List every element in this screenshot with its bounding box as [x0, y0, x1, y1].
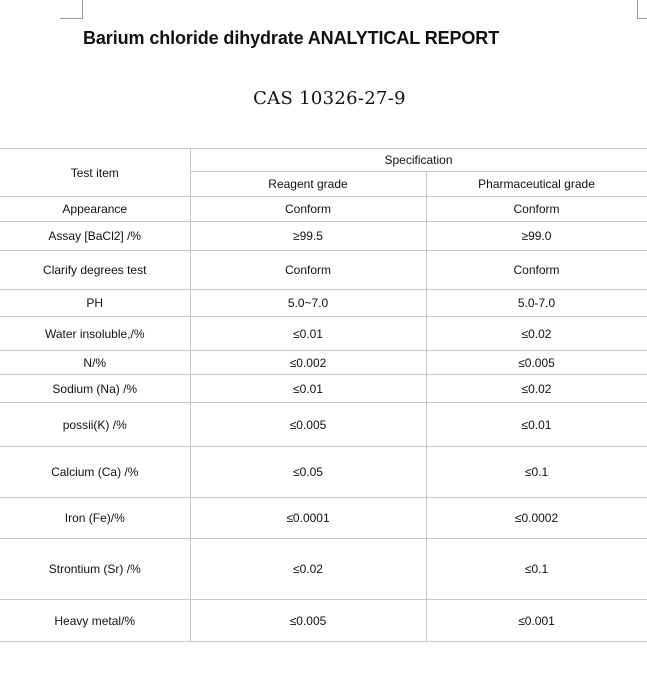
table-row [0, 447, 647, 498]
pharma-value-cell: ≤0.1 [426, 447, 647, 498]
pharma-value-cell: ≤0.02 [426, 317, 647, 351]
test-item-cell: Heavy metal/% [0, 600, 190, 642]
reagent-value-cell: ≤0.02 [190, 539, 426, 600]
table-row [0, 290, 647, 317]
table-row [0, 498, 647, 539]
pharma-value-cell: ≤0.0002 [426, 498, 647, 539]
reagent-value-cell: ≤0.005 [190, 403, 426, 447]
pharma-value-cell: Conform [426, 251, 647, 290]
crop-mark-left-horizontal [60, 18, 83, 19]
test-item-cell: Appearance [0, 197, 190, 222]
specification-header: Specification [190, 149, 647, 172]
reagent-value-cell: ≤0.05 [190, 447, 426, 498]
test-item-cell: Sodium (Na) /% [0, 375, 190, 403]
test-item-cell: Calcium (Ca) /% [0, 447, 190, 498]
crop-mark-left-vertical [82, 0, 83, 18]
test-item-cell: Strontium (Sr) /% [0, 539, 190, 600]
reagent-value-cell: ≤0.002 [190, 351, 426, 375]
reagent-value-cell: ≥99.5 [190, 222, 426, 251]
test-item-cell: Clarify degrees test [0, 251, 190, 290]
pharma-value-cell: ≤0.001 [426, 600, 647, 642]
table-row [0, 600, 647, 642]
table-row [0, 197, 647, 222]
reagent-value-cell: ≤0.01 [190, 317, 426, 351]
test-item-cell: possii(K) /% [0, 403, 190, 447]
crop-mark-right-vertical [637, 0, 638, 18]
table-row [0, 317, 647, 351]
pharma-value-cell: ≤0.005 [426, 351, 647, 375]
pharma-value-cell: ≤0.01 [426, 403, 647, 447]
test-item-cell: Iron (Fe)/% [0, 498, 190, 539]
pharma-value-cell: Conform [426, 197, 647, 222]
reagent-value-cell: ≤0.01 [190, 375, 426, 403]
test-item-cell: Assay [BaCl2] /% [0, 222, 190, 251]
crop-mark-right-horizontal [637, 18, 647, 19]
header-row [0, 149, 647, 172]
pharma-value-cell: ≥99.0 [426, 222, 647, 251]
table-row [0, 403, 647, 447]
pharma-value-cell: 5.0-7.0 [426, 290, 647, 317]
reagent-grade-header: Reagent grade [190, 172, 426, 197]
specification-table [0, 148, 647, 642]
pharmaceutical-grade-header: Pharmaceutical grade [426, 172, 647, 197]
table-row [0, 351, 647, 375]
reagent-value-cell: Conform [190, 197, 426, 222]
table-row [0, 375, 647, 403]
reagent-value-cell: ≤0.0001 [190, 498, 426, 539]
reagent-value-cell: ≤0.005 [190, 600, 426, 642]
test-item-cell: N/% [0, 351, 190, 375]
test-item-header: Test item [0, 149, 190, 197]
pharma-value-cell: ≤0.02 [426, 375, 647, 403]
test-item-cell: Water insoluble,/% [0, 317, 190, 351]
pharma-value-cell: ≤0.1 [426, 539, 647, 600]
table-row [0, 539, 647, 600]
table-row [0, 251, 647, 290]
report-title: Barium chloride dihydrate ANALYTICAL REPORT [83, 28, 500, 48]
reagent-value-cell: 5.0~7.0 [190, 290, 426, 317]
cas-number: CAS 10326-27-9 [253, 88, 406, 109]
reagent-value-cell: Conform [190, 251, 426, 290]
table-row [0, 222, 647, 251]
test-item-cell: PH [0, 290, 190, 317]
